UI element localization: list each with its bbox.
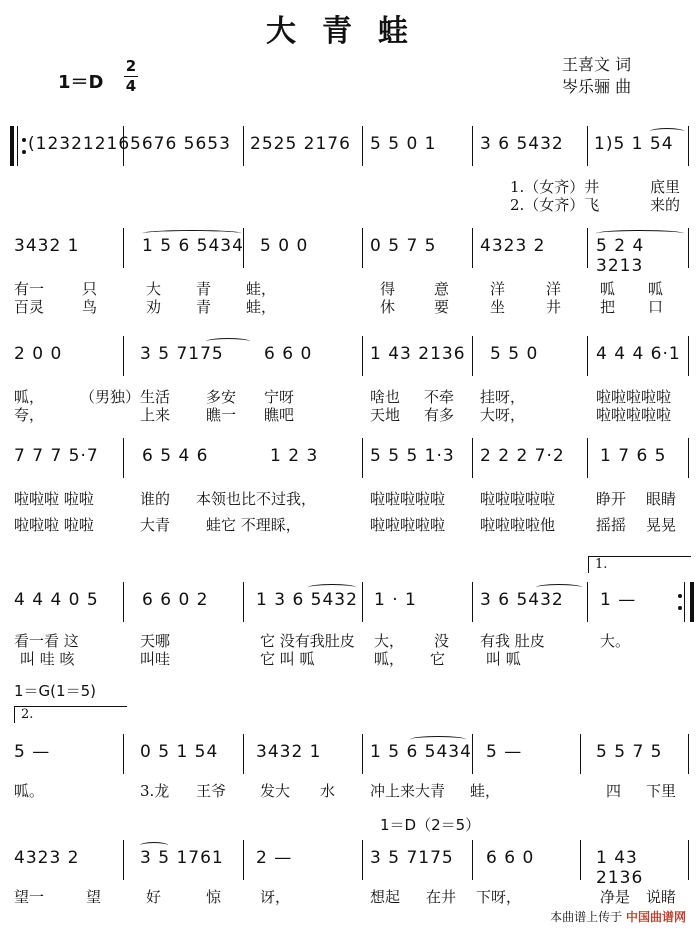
- measure: 3 5 7175: [140, 344, 224, 364]
- staff-row-3: [10, 336, 690, 376]
- lyric: 休: [380, 298, 396, 316]
- lyric: 坐: [490, 298, 506, 316]
- measure: 4 4 4 6·1: [596, 344, 681, 364]
- staff-row-2: [10, 228, 690, 276]
- lyric: 大，: [374, 632, 405, 650]
- lyric: 没: [434, 632, 450, 650]
- lyric: 意: [434, 280, 450, 298]
- measure: 1 3 6 5432: [256, 590, 358, 610]
- measure: 4 4 4 0 5: [14, 590, 99, 610]
- lyric: （男独）生活: [80, 388, 171, 406]
- measure: 5 0 0: [260, 236, 309, 256]
- lyric: 瞧吧: [264, 406, 295, 424]
- measure: 3432 1: [14, 236, 80, 256]
- measure: 5 —: [486, 742, 523, 762]
- song-title: 大青蛙: [266, 14, 434, 49]
- lyric: 啥也: [370, 388, 401, 406]
- staff-row-6: [10, 734, 690, 774]
- measure: 5 5 0 1: [370, 134, 437, 154]
- measure: 4323 2: [480, 236, 546, 256]
- lyric: 3.龙: [140, 782, 170, 800]
- measure: 6 6 0 2: [142, 590, 209, 610]
- measure: 1 5 6 5434: [370, 742, 472, 762]
- lyric: 大。: [600, 632, 631, 650]
- measure: 1 · 1: [374, 590, 417, 610]
- staff-row-4: [10, 438, 690, 478]
- lyricist-credit: 王喜文 词: [562, 55, 632, 74]
- lyric: 啦啦啦 啦啦: [14, 516, 94, 534]
- lyric: 讶，: [260, 888, 291, 906]
- lyric: 四: [606, 782, 622, 800]
- measure: 6 5 4 6: [142, 446, 209, 466]
- watermark-text: 本曲谱上传于: [550, 910, 623, 924]
- measure: 0 5 1 54: [140, 742, 219, 762]
- lyric: 冲上来大青: [370, 782, 446, 800]
- lyric: 在井: [426, 888, 457, 906]
- composer-credit: 岑乐骊 曲: [562, 77, 632, 96]
- lyric: 夸，: [14, 406, 45, 424]
- lyric: 1.（女齐）井: [510, 178, 600, 196]
- key-signature: 1＝D: [58, 72, 104, 93]
- measure: 6 6 0: [264, 344, 313, 364]
- lyric: 得: [380, 280, 396, 298]
- measure: 5 5 7 5: [596, 742, 663, 762]
- measure: 2525 2176: [250, 134, 351, 154]
- lyric: 晃晃: [646, 516, 677, 534]
- lyric: 宁呀: [264, 388, 295, 406]
- measure: 4323 2: [14, 848, 80, 868]
- measure: 2 —: [256, 848, 293, 868]
- lyric: 它 没有我肚皮: [260, 632, 355, 650]
- measure: 1 —: [600, 590, 637, 610]
- measure: 1)5 1 54: [594, 134, 674, 154]
- measure: 2 2 2 7·2: [480, 446, 565, 466]
- lyric: 来的: [650, 196, 681, 214]
- lyric: 呱: [648, 280, 664, 298]
- lyric: 惊: [206, 888, 222, 906]
- measure: 5 —: [14, 742, 51, 762]
- measure: 5676 5653: [130, 134, 231, 154]
- lyric: 叫哇: [140, 650, 171, 668]
- measure: (12321216: [28, 134, 131, 154]
- lyric: 把: [600, 298, 616, 316]
- lyric: 有一: [14, 280, 45, 298]
- measure: 3 5 7175: [370, 848, 454, 868]
- lyric: 青: [196, 298, 212, 316]
- measure: 1 43 2136: [370, 344, 466, 364]
- modulation-mark: 1＝D（2＝5）: [380, 816, 481, 834]
- measure: 7 7 7 5·7: [14, 446, 99, 466]
- lyric: 呱，: [374, 650, 405, 668]
- upload-watermark: [550, 908, 686, 925]
- measure: 1 5 6 5434: [142, 236, 244, 256]
- lyric: 下呀，: [476, 888, 522, 906]
- measure: 3 6 5432: [480, 134, 564, 154]
- lyric: 劝: [146, 298, 162, 316]
- watermark-site: 中国曲谱网: [625, 910, 686, 924]
- lyric: 呱。: [14, 782, 45, 800]
- measure: 6 6 0: [486, 848, 535, 868]
- lyric: 青: [196, 280, 212, 298]
- measure: 0 5 7 5: [370, 236, 437, 256]
- lyric: 想起: [370, 888, 401, 906]
- measure: 3 6 5432: [480, 590, 564, 610]
- lyric: 有我 肚皮: [480, 632, 545, 650]
- lyric: 叫 呱: [486, 650, 521, 668]
- measure: 5 5 0: [490, 344, 539, 364]
- lyric: 望: [86, 888, 102, 906]
- staff-row-7: [10, 840, 690, 888]
- lyric: 蛙，: [246, 280, 277, 298]
- lyric: 大呀，: [480, 406, 526, 424]
- lyric: 睁开: [596, 490, 627, 508]
- lyric: 口: [648, 298, 664, 316]
- time-signature-top: 2: [125, 57, 137, 75]
- lyric: 挂呀，: [480, 388, 526, 406]
- lyric: 要: [434, 298, 450, 316]
- lyric: 啦啦啦 啦啦: [14, 490, 94, 508]
- lyric: 王爷: [196, 782, 227, 800]
- lyric: 井: [546, 298, 562, 316]
- volta-1-label: 1.: [595, 557, 608, 572]
- lyric: 叫 哇 咳: [20, 650, 75, 668]
- volta-1: [588, 556, 691, 573]
- lyric: 眼睛: [646, 490, 677, 508]
- lyric: 洋: [490, 280, 506, 298]
- lyric: 本领也比不过我，: [196, 490, 317, 508]
- lyric: 蛙，: [470, 782, 501, 800]
- staff-row-5: [10, 582, 690, 622]
- volta-2: [14, 706, 127, 723]
- lyric: 2.（女齐）飞: [510, 196, 600, 214]
- lyric: 天地: [370, 406, 401, 424]
- lyric: 底里: [650, 178, 681, 196]
- lyric: 大青: [140, 516, 171, 534]
- lyric: 呱: [600, 280, 616, 298]
- lyric: 啦啦啦啦他: [480, 516, 556, 534]
- measure: 3432 1: [256, 742, 322, 762]
- time-signature: [124, 58, 138, 95]
- measure: 1 7 6 5: [600, 446, 667, 466]
- modulation-mark: 1＝G(1＝5): [14, 682, 96, 700]
- lyric: 下里: [646, 782, 677, 800]
- lyric: 发大: [260, 782, 291, 800]
- measure: 1 2 3: [270, 446, 319, 466]
- lyric: 百灵: [14, 298, 45, 316]
- lyric: 多安: [206, 388, 237, 406]
- measure: 2 0 0: [14, 344, 63, 364]
- lyric: 上来: [140, 406, 171, 424]
- lyric: 大: [146, 280, 162, 298]
- lyric: 啦啦啦啦啦: [370, 516, 446, 534]
- lyric: 水: [320, 782, 336, 800]
- measure: 3 5 1761: [140, 848, 224, 868]
- lyric: 它: [430, 650, 446, 668]
- volta-2-label: 2.: [21, 707, 34, 722]
- lyric: 有多: [424, 406, 455, 424]
- measure: 5 5 5 1·3: [370, 446, 455, 466]
- lyric: 看一看 这: [14, 632, 79, 650]
- lyric: 望一: [14, 888, 45, 906]
- lyric: 好: [146, 888, 162, 906]
- lyric: 洋: [546, 280, 562, 298]
- lyric: 不牵: [424, 388, 455, 406]
- lyric: 啦啦啦啦啦: [480, 490, 556, 508]
- lyric: 蛙，: [246, 298, 277, 316]
- lyric: 蛙它 不理睬，: [206, 516, 301, 534]
- lyric: 啦啦啦啦啦: [596, 388, 672, 406]
- lyric: 净是: [600, 888, 631, 906]
- lyric: 摇摇: [596, 516, 627, 534]
- lyric: 天哪: [140, 632, 171, 650]
- lyric: 说睹: [646, 888, 677, 906]
- lyric: 瞧一: [206, 406, 237, 424]
- time-signature-bottom: 4: [125, 77, 137, 95]
- lyric: 只: [82, 280, 98, 298]
- staff-row-1: [10, 126, 690, 166]
- lyric: 它 叫 呱: [260, 650, 315, 668]
- lyric: 呱，: [14, 388, 45, 406]
- measure: 5 2 4 3213: [596, 236, 645, 276]
- lyric: 啦啦啦啦啦: [370, 490, 446, 508]
- lyric: 啦啦啦啦啦: [596, 406, 672, 424]
- lyric: 鸟: [82, 298, 98, 316]
- measure: 1 43 2136: [596, 848, 644, 888]
- lyric: 谁的: [140, 490, 171, 508]
